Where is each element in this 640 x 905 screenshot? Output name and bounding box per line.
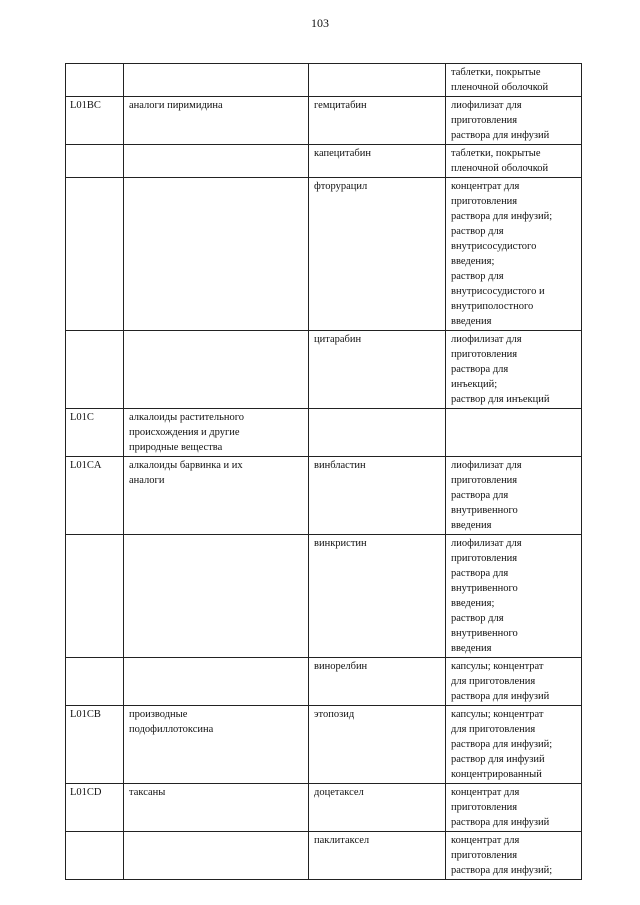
dosage-form-cell: [446, 331, 582, 409]
cell-text-line: цитарабин: [314, 334, 362, 345]
cell-text-line: аналоги: [129, 475, 165, 486]
drug-name-cell: [309, 832, 446, 880]
cell-text-line: раствора для инфузий;: [451, 211, 553, 222]
cell-text-line: для приготовления: [451, 724, 536, 735]
cell-text-line: винбластин: [314, 460, 366, 471]
dosage-form-cell: [446, 457, 582, 535]
cell-text-line: раствора для: [451, 490, 509, 501]
group-name-cell: [124, 145, 309, 178]
cell-text-line: внутрисосудистого: [451, 241, 537, 252]
cell-text-line: раствор для: [451, 226, 504, 237]
cell-text-line: алкалоиды барвинка и их: [129, 460, 243, 471]
cell-text-line: внутривенного: [451, 505, 518, 516]
atc-code-cell: [66, 64, 124, 97]
cell-text-line: раствор для: [451, 613, 504, 624]
table-row: [66, 535, 582, 658]
table-row: [66, 64, 582, 97]
cell-text-line: фторурацил: [314, 181, 368, 192]
table-row: [66, 784, 582, 832]
atc-code-cell: [66, 658, 124, 706]
cell-text-line: капсулы; концентрат: [451, 661, 544, 672]
cell-text-line: лиофилизат для: [451, 538, 522, 549]
cell-text-line: L01CA: [70, 460, 102, 471]
cell-text-line: L01CD: [70, 787, 102, 798]
cell-text-line: раствор для инъекций: [451, 394, 550, 405]
table-row: [66, 832, 582, 880]
group-name-cell: [124, 409, 309, 457]
cell-text-line: введения;: [451, 256, 495, 267]
cell-text-line: винкристин: [314, 538, 367, 549]
cell-text-line: концентрат для: [451, 181, 520, 192]
cell-text-line: внутриполостного: [451, 301, 534, 312]
cell-text-line: паклитаксел: [314, 835, 370, 846]
cell-text-line: раствора для инфузий: [451, 817, 550, 828]
group-name-cell: [124, 457, 309, 535]
cell-text-line: аналоги пиримидина: [129, 100, 223, 111]
table-row: [66, 331, 582, 409]
atc-code-cell: [66, 178, 124, 331]
atc-code-cell: [66, 535, 124, 658]
atc-code-cell: [66, 409, 124, 457]
table-row: [66, 457, 582, 535]
drug-name-cell: [309, 457, 446, 535]
cell-text-line: происхождения и другие: [129, 427, 240, 438]
atc-code-cell: [66, 331, 124, 409]
dosage-form-cell: [446, 832, 582, 880]
cell-text-line: этопозид: [314, 709, 355, 720]
drug-name-cell: [309, 64, 446, 97]
cell-text-line: концентрат для: [451, 835, 520, 846]
atc-code-cell: [66, 457, 124, 535]
drug-name-cell: [309, 178, 446, 331]
cell-text-line: раствора для инфузий;: [451, 739, 553, 750]
table-row: [66, 658, 582, 706]
cell-text-line: введения;: [451, 598, 495, 609]
cell-text-line: лиофилизат для: [451, 334, 522, 345]
group-name-cell: [124, 331, 309, 409]
cell-text-line: производные: [129, 709, 188, 720]
cell-text-line: внутривенного: [451, 583, 518, 594]
group-name-cell: [124, 658, 309, 706]
cell-text-line: введения: [451, 316, 492, 327]
atc-code-cell: [66, 784, 124, 832]
group-name-cell: [124, 832, 309, 880]
cell-text-line: капсулы; концентрат: [451, 709, 544, 720]
cell-text-line: подофиллотоксина: [129, 724, 214, 735]
cell-text-line: природные вещества: [129, 442, 223, 453]
drug-classification-table: [65, 63, 582, 880]
table-row: [66, 97, 582, 145]
group-name-cell: [124, 64, 309, 97]
cell-text-line: доцетаксел: [314, 787, 364, 798]
dosage-form-cell: [446, 784, 582, 832]
dosage-form-cell: [446, 97, 582, 145]
cell-text-line: раствора для инфузий: [451, 691, 550, 702]
dosage-form-cell: [446, 706, 582, 784]
dosage-form-cell: [446, 409, 582, 457]
group-name-cell: [124, 535, 309, 658]
cell-text-line: капецитабин: [314, 148, 371, 159]
cell-text-line: раствор для: [451, 271, 504, 282]
drug-name-cell: [309, 97, 446, 145]
cell-text-line: введения: [451, 643, 492, 654]
drug-name-cell: [309, 145, 446, 178]
drug-name-cell: [309, 706, 446, 784]
cell-text-line: гемцитабин: [314, 100, 367, 111]
cell-text-line: лиофилизат для: [451, 100, 522, 111]
drug-name-cell: [309, 409, 446, 457]
cell-text-line: L01CB: [70, 709, 101, 720]
drug-name-cell: [309, 658, 446, 706]
cell-text-line: пленочной оболочкой: [451, 163, 549, 174]
cell-text-line: раствора для: [451, 568, 509, 579]
dosage-form-cell: [446, 658, 582, 706]
dosage-form-cell: [446, 64, 582, 97]
cell-text-line: приготовления: [451, 553, 518, 564]
cell-text-line: пленочной оболочкой: [451, 82, 549, 93]
group-name-cell: [124, 178, 309, 331]
cell-text-line: инъекций;: [451, 379, 498, 390]
cell-text-line: раствора для: [451, 364, 509, 375]
cell-text-line: приготовления: [451, 850, 518, 861]
cell-text-line: винорелбин: [314, 661, 368, 672]
cell-text-line: алкалоиды растительного: [129, 412, 245, 423]
cell-text-line: L01C: [70, 412, 94, 423]
cell-text-line: внутривенного: [451, 628, 518, 639]
drug-name-cell: [309, 784, 446, 832]
cell-text-line: раствора для инфузий: [451, 130, 550, 141]
dosage-form-cell: [446, 535, 582, 658]
table-row: [66, 178, 582, 331]
group-name-cell: [124, 97, 309, 145]
cell-text-line: приготовления: [451, 196, 518, 207]
page-number: 103: [311, 16, 329, 30]
cell-text-line: лиофилизат для: [451, 460, 522, 471]
cell-text-line: концентрат для: [451, 787, 520, 798]
table-row: [66, 145, 582, 178]
atc-code-cell: [66, 97, 124, 145]
cell-text-line: раствора для инфузий;: [451, 865, 553, 876]
cell-text-line: введения: [451, 520, 492, 531]
dosage-form-cell: [446, 178, 582, 331]
group-name-cell: [124, 784, 309, 832]
atc-code-cell: [66, 706, 124, 784]
cell-text-line: приготовления: [451, 475, 518, 486]
cell-text-line: концентрированный: [451, 769, 542, 780]
dosage-form-cell: [446, 145, 582, 178]
cell-text-line: раствор для инфузий: [451, 754, 545, 765]
group-name-cell: [124, 706, 309, 784]
table-body: [66, 64, 582, 880]
cell-text-line: внутрисосудистого и: [451, 286, 545, 297]
cell-text-line: таксаны: [129, 787, 166, 798]
cell-text-line: приготовления: [451, 349, 518, 360]
atc-code-cell: [66, 832, 124, 880]
table-row: [66, 409, 582, 457]
drug-name-cell: [309, 331, 446, 409]
cell-text-line: приготовления: [451, 115, 518, 126]
cell-text-line: L01BC: [70, 100, 101, 111]
atc-code-cell: [66, 145, 124, 178]
cell-text-line: таблетки, покрытые: [451, 148, 541, 159]
cell-text-line: приготовления: [451, 802, 518, 813]
table-row: [66, 706, 582, 784]
cell-text-line: для приготовления: [451, 676, 536, 687]
drug-name-cell: [309, 535, 446, 658]
cell-text-line: таблетки, покрытые: [451, 67, 541, 78]
